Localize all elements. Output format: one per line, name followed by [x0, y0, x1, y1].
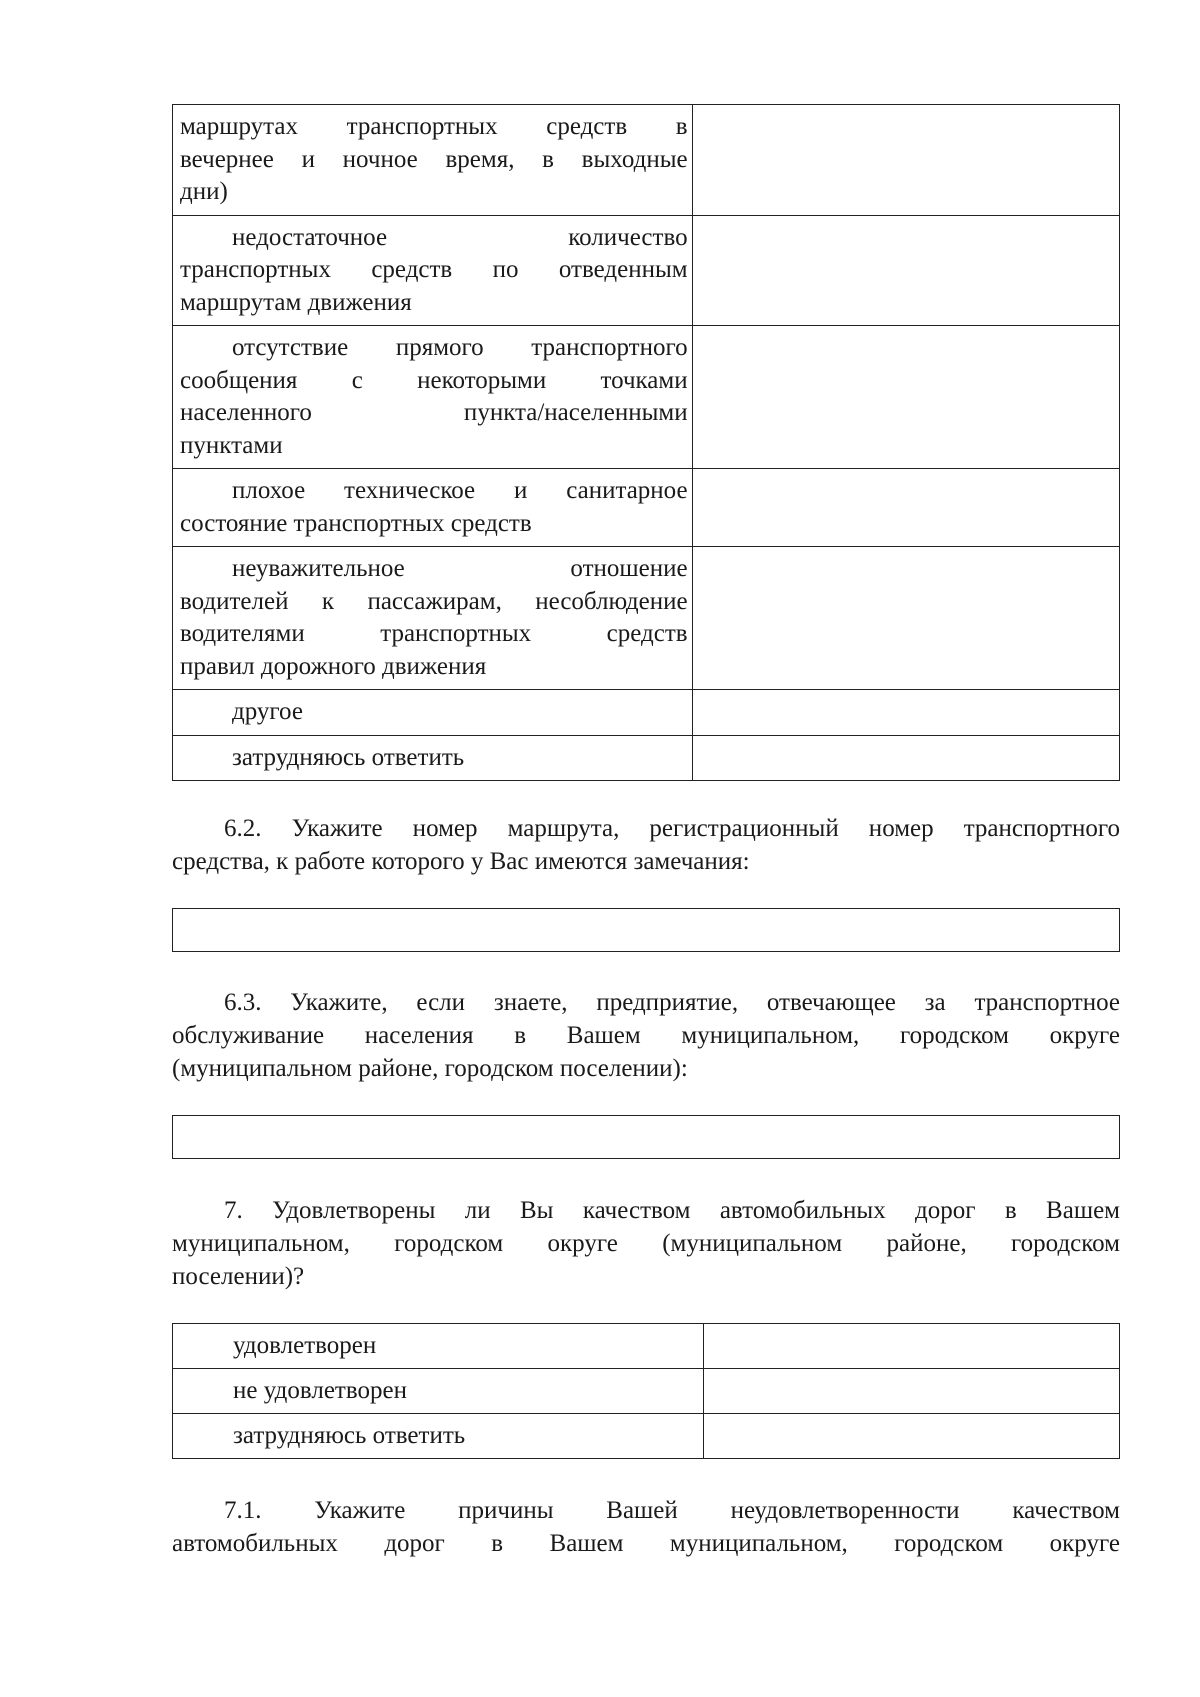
- option-cell: недостаточное количество транспортных средств по отведенным маршрутам движения: [173, 215, 693, 326]
- table-row: [173, 1414, 1120, 1459]
- table-row: [173, 105, 1120, 216]
- answer-cell[interactable]: [692, 215, 1119, 326]
- table-row: [173, 690, 1120, 736]
- table-row: [173, 1324, 1120, 1369]
- table-row: [173, 735, 1120, 781]
- answer-cell[interactable]: [692, 547, 1119, 690]
- road-quality-table: [172, 1323, 1120, 1459]
- question-6-3: 6.3. Укажите, если знаете, предприятие, отвечающее за транспортное обслуживание населения в Вашем муниципальном, городском округе (муниципальном районе, городском поселении):: [172, 989, 1120, 1082]
- table-row: [173, 215, 1120, 326]
- question-6-2: 6.2. Укажите номер маршрута, регистрационный номер транспортного средства, к работе которого у Вас имеются замечания:: [172, 815, 1120, 875]
- option-cell: затрудняюсь ответить: [173, 1414, 704, 1459]
- option-cell: удовлетворен: [173, 1324, 704, 1369]
- option-cell: затрудняюсь ответить: [173, 735, 693, 781]
- answer-cell[interactable]: [692, 469, 1119, 547]
- table-row: [173, 547, 1120, 690]
- table-row: [173, 469, 1120, 547]
- option-cell: неуважительное отношение водителей к пассажирам, несоблюдение водителями транспортных средств правил дорожного движения: [173, 547, 693, 690]
- table-row: [173, 326, 1120, 469]
- option-cell: маршрутах транспортных средств в вечернее и ночное время, в выходные дни): [173, 105, 693, 216]
- answer-cell[interactable]: [692, 735, 1119, 781]
- answer-cell[interactable]: [704, 1369, 1120, 1414]
- answer-cell[interactable]: [692, 326, 1119, 469]
- table-row: [173, 1369, 1120, 1414]
- option-cell: другое: [173, 690, 693, 736]
- answer-field-6-3[interactable]: [172, 1115, 1120, 1159]
- answer-cell[interactable]: [704, 1324, 1120, 1369]
- option-cell: плохое техническое и санитарное состояние транспортных средств: [173, 469, 693, 547]
- answer-cell[interactable]: [692, 105, 1119, 216]
- answer-cell[interactable]: [692, 690, 1119, 736]
- transport-problems-table: [172, 104, 1120, 781]
- option-cell: отсутствие прямого транспортного сообщения с некоторыми точками населенного пункта/населенными пунктами: [173, 326, 693, 469]
- answer-cell[interactable]: [704, 1414, 1120, 1459]
- option-cell: не удовлетворен: [173, 1369, 704, 1414]
- answer-field-6-2[interactable]: [172, 908, 1120, 952]
- question-7: 7. Удовлетворены ли Вы качеством автомобильных дорог в Вашем муниципальном, городском округе (муниципальном районе, городском поселении)?: [172, 1197, 1120, 1290]
- question-7-1: 7.1. Укажите причины Вашей неудовлетворенности качеством автомобильных дорог в Вашем муниципальном, городском округе: [172, 1497, 1120, 1557]
